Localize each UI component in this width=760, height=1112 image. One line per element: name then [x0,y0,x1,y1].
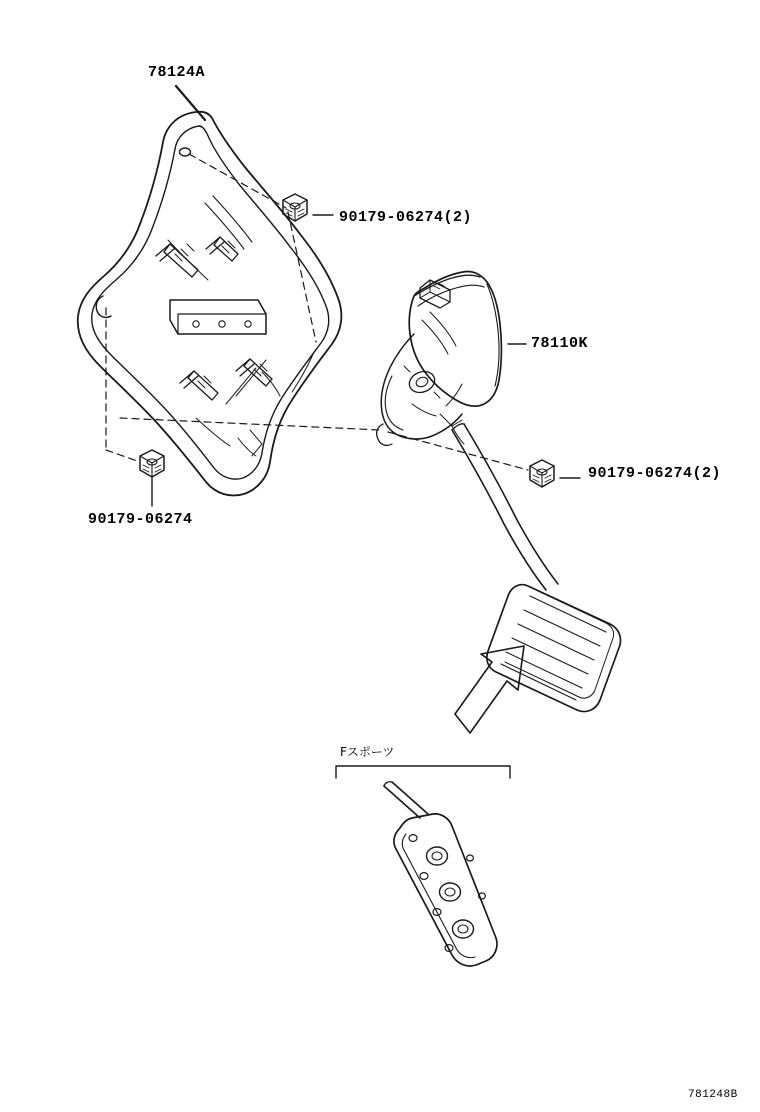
nut-left [140,450,164,477]
figure-code: 781248B [688,1089,738,1101]
assembly-dash-mid [388,432,528,470]
part-label-90179-06274-top: 90179-06274(2) [339,209,473,226]
variant-label-f-sport: Fスポーツ [340,745,395,759]
pedal-support-bracket [78,112,342,496]
bracket-stud-bolts [156,237,272,400]
assembly-dash-left [106,308,140,462]
nut-top [283,194,307,221]
variant-bracket [336,766,510,778]
part-label-90179-06274-left: 90179-06274 [88,511,193,528]
f-sport-pedal-pad [384,782,497,966]
part-label-90179-06274-mid: 90179-06274(2) [588,465,722,482]
nut-mid [530,460,554,487]
direction-arrow [455,646,524,733]
leader-78124a [176,86,205,120]
part-label-78110k: 78110K [531,335,589,352]
part-label-78124a: 78124A [148,64,206,81]
accelerator-pedal-assembly [377,271,502,445]
